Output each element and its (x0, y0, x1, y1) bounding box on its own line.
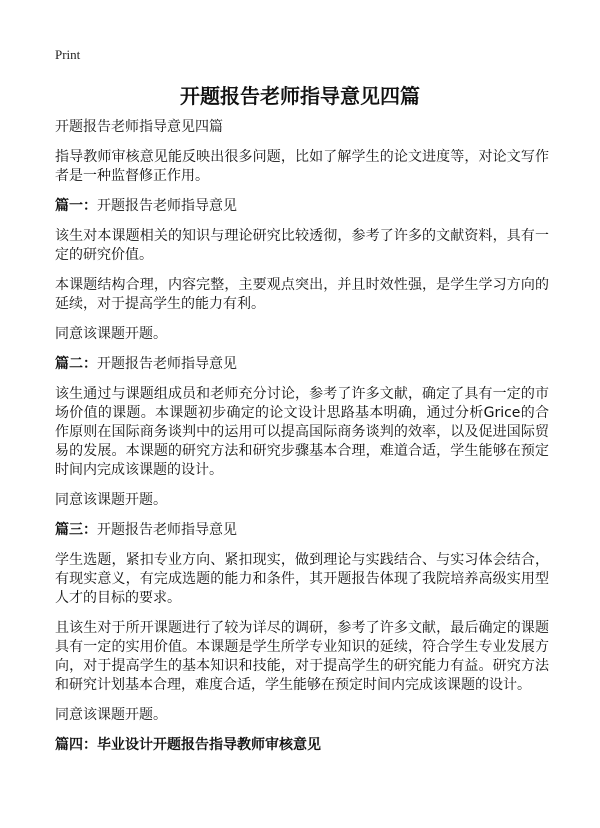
print-link[interactable]: Print (55, 47, 81, 62)
section-heading-4: 篇四：毕业设计开题报告指导教师审核意见 (55, 737, 321, 753)
paragraph: 该生通过与课题组成员和老师充分讨论，参考了许多文献，确定了具有一定的市场价值的课题。本课题初步确定的论文设计思路基本明确，通过分析Grice的合作原则在国际商务谈判中的运用可以提高国际商务谈判的效率，以及促进国际贸易的发展。本课题的研究方法和研究步骤基本合理，难道合适，学生能够在预定时间内完成该课题的设计。 (55, 386, 549, 478)
intro-paragraph: 指导教师审核意见能反映出很多问题，比如了解学生的论文进度等，对论文写作者是一种监督修正作用。 (55, 149, 549, 184)
section-title: 开题报告老师指导意见 (97, 356, 237, 372)
paragraph: 且该生对于所开课题进行了较为详尽的调研，参考了许多文献，最后确定的课题具有一定的实用价值。本课题是学生所学专业知识的延续，符合学生专业发展方向，对于提高学生的基本知识和技能，对于提高学生的研究能力有益。研究方法和研究计划基本合理，难度合适，学生能够在预定时间内完成该课题的设计。 (55, 620, 549, 693)
section-heading (55, 355, 549, 374)
page-title: 开题报告老师指导意见四篇 (180, 84, 420, 108)
section-prefix: 篇一： (55, 198, 97, 214)
section-title: 开题报告老师指导意见 (97, 198, 237, 214)
subtitle: 开题报告老师指导意见四篇 (55, 119, 223, 135)
document-body (55, 118, 549, 766)
paragraph: 本课题结构合理，内容完整，主要观点突出，并且时效性强，是学生学习方向的延续，对于提高学生的能力有利。 (55, 277, 549, 312)
section-title: 开题报告老师指导意见 (97, 522, 237, 538)
section-prefix: 篇三： (55, 522, 97, 538)
paragraph: 学生选题，紧扣专业方向、紧扣现实，做到理论与实践结合、与实习体会结合，有现实意义，有完成选题的能力和条件，其开题报告体现了我院培养高级实用型人才的目标的要求。 (55, 552, 549, 606)
section-heading (55, 197, 549, 216)
paragraph: 该生对本课题相关的知识与理论研究比较透彻，参考了许多的文献资料，具有一定的研究价值。 (55, 228, 549, 263)
paragraph: 同意该课题开题。 (55, 707, 167, 723)
section-heading (55, 521, 549, 540)
section-prefix: 篇二： (55, 356, 97, 372)
paragraph: 同意该课题开题。 (55, 326, 167, 342)
paragraph: 同意该课题开题。 (55, 492, 167, 508)
